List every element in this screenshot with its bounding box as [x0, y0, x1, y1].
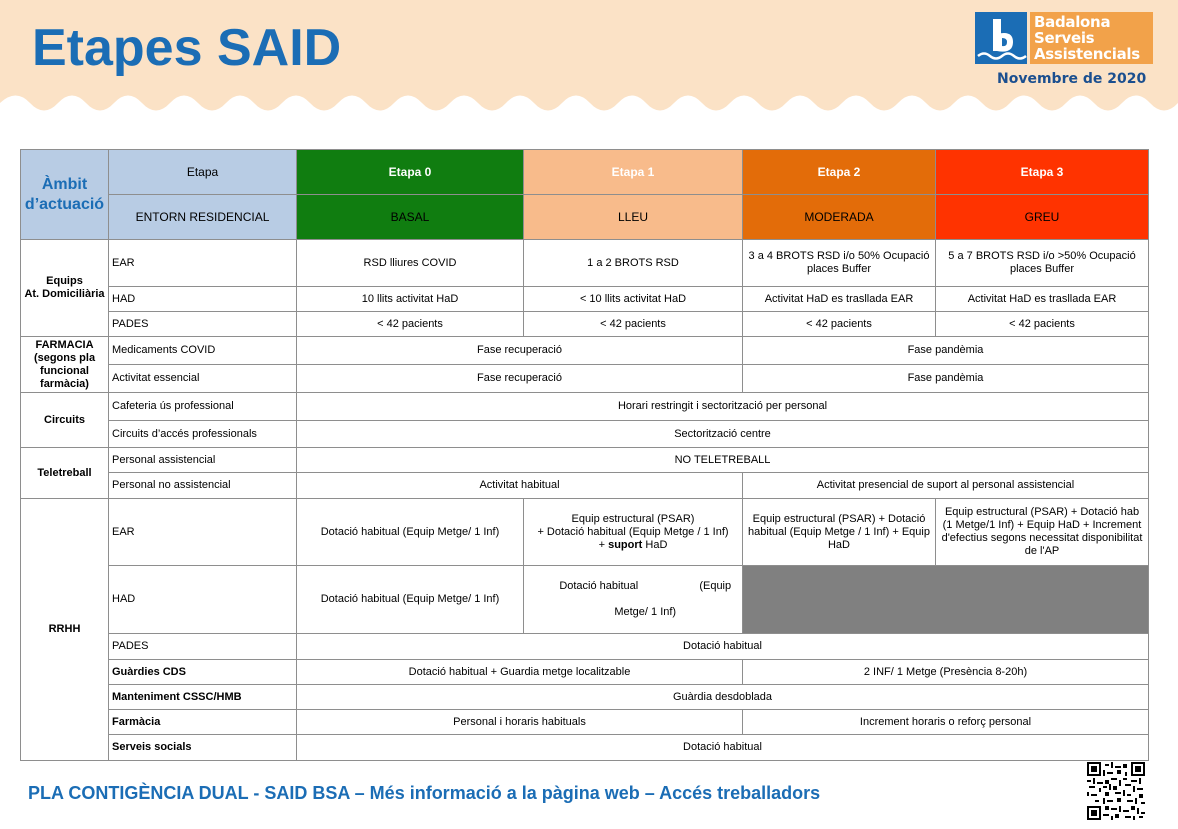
- rrhh-ear-e2: Equip estructural (PSAR) + Dotació habitual (Equip Metge / 1 Inf) + Equip HaD: [743, 499, 936, 566]
- logo-wordmark: [1030, 12, 1153, 64]
- table-row: [21, 685, 1149, 710]
- rrhh-farmacia-right: Increment horaris o reforç personal: [743, 710, 1149, 735]
- rrhh-had-e1-line-1: Dotació habitual (Equip: [559, 580, 732, 592]
- stage-1-level: LLEU: [524, 195, 743, 240]
- table-row: [21, 240, 1149, 287]
- equips-ear-e1: 1 a 2 BROTS RSD: [524, 240, 743, 287]
- rrhh-ear-e1-line-3-bold: suport: [608, 538, 643, 551]
- equips-pades-e2: < 42 pacients: [743, 312, 936, 337]
- rrhh-ear-e1-line-1: Equip estructural (PSAR): [571, 512, 695, 525]
- rrhh-ear-e1-line-3-prefix: +: [598, 538, 609, 551]
- farmacia-medicaments-right: Fase pandèmia: [743, 337, 1149, 365]
- stage-0-name: Etapa 0: [297, 150, 524, 195]
- circuits-cafeteria-label: Cafeteria ús professional: [109, 393, 297, 421]
- circuits-acces-value: Sectorització centre: [297, 421, 1149, 448]
- farmacia-activitat-label: Activitat essencial: [109, 365, 297, 393]
- bsa-logo: [975, 12, 1153, 64]
- teletreball-no-assistencial-left: Activitat habitual: [297, 473, 743, 499]
- table-row: [21, 566, 1149, 634]
- equips-had-e1: < 10 llits activitat HaD: [524, 287, 743, 312]
- rrhh-serveis-value: Dotació habitual: [297, 735, 1149, 761]
- footer-text: PLA CONTIGÈNCIA DUAL - SAID BSA – Més informació a la pàgina web – Accés treballadors: [28, 783, 821, 803]
- farmacia-medicaments-label: Medicaments COVID: [109, 337, 297, 365]
- group-teletreball: Teletreball: [21, 448, 109, 499]
- rrhh-manteniment-value: Guàrdia desdoblada: [297, 685, 1149, 710]
- stage-1-name: Etapa 1: [524, 150, 743, 195]
- equips-had-e3: Activitat HaD es trasllada EAR: [936, 287, 1149, 312]
- etapa-header: Etapa: [109, 150, 297, 195]
- stage-2-name: Etapa 2: [743, 150, 936, 195]
- qr-code-icon[interactable]: [1087, 762, 1145, 820]
- ambit-header: Àmbit d’actuació: [21, 150, 109, 240]
- rrhh-had-e1-line-2: Metge/ 1 Inf): [614, 606, 677, 618]
- rrhh-ear-e3: Equip estructural (PSAR) + Dotació hab (1 Metge/1 Inf) + Equip HaD + Increment d'efectius segons necessitat disponibilitat de l'AP: [936, 499, 1149, 566]
- table-row: [21, 365, 1149, 393]
- equips-ear-e0: RSD lliures COVID: [297, 240, 524, 287]
- equips-pades-e0: < 42 pacients: [297, 312, 524, 337]
- logo-line-2: Serveis: [1034, 29, 1095, 47]
- logo-line-1: Badalona: [1034, 13, 1111, 31]
- table-row: [21, 660, 1149, 685]
- rrhh-serveis-label: Serveis socials: [109, 735, 297, 761]
- table-row: [21, 473, 1149, 499]
- logo-b-icon: [975, 12, 1027, 64]
- table-row: [21, 634, 1149, 660]
- farmacia-medicaments-left: Fase recuperació: [297, 337, 743, 365]
- table-row: [21, 448, 1149, 473]
- rrhh-ear-e1: [524, 499, 743, 566]
- rrhh-had-label: HAD: [109, 566, 297, 634]
- rrhh-farmacia-label: Farmàcia: [109, 710, 297, 735]
- group-equips: [21, 240, 109, 337]
- page-title: Etapes SAID: [32, 19, 342, 77]
- logo-line-3: Assistencials: [1034, 45, 1140, 63]
- rrhh-ear-e0: Dotació habitual (Equip Metge/ 1 Inf): [297, 499, 524, 566]
- stage-3-name: Etapa 3: [936, 150, 1149, 195]
- stage-2-level: MODERADA: [743, 195, 936, 240]
- rrhh-had-e1: [524, 566, 743, 634]
- date-label: Novembre de 2020: [997, 71, 1147, 87]
- table-row: [21, 499, 1149, 566]
- rrhh-manteniment-label: Manteniment CSSC/HMB: [109, 685, 297, 710]
- stage-3-level: GREU: [936, 195, 1149, 240]
- group-farmacia: FARMACIA (segons pla funcional farmàcia): [21, 337, 109, 393]
- table-row: [21, 421, 1149, 448]
- equips-ear-e2: 3 a 4 BROTS RSD i/o 50% Ocupació places Buffer: [743, 240, 936, 287]
- teletreball-no-assistencial-right: Activitat presencial de suport al personal assistencial: [743, 473, 1149, 499]
- rrhh-guardies-right: 2 INF/ 1 Metge (Presència 8-20h): [743, 660, 1149, 685]
- farmacia-activitat-right: Fase pandèmia: [743, 365, 1149, 393]
- rrhh-ear-label: EAR: [109, 499, 297, 566]
- group-circuits: Circuits: [21, 393, 109, 448]
- table-row: [21, 393, 1149, 421]
- equips-pades-e3: < 42 pacients: [936, 312, 1149, 337]
- rrhh-farmacia-left: Personal i horaris habituals: [297, 710, 743, 735]
- rrhh-guardies-label: Guàrdies CDS: [109, 660, 297, 685]
- stage-0-level: BASAL: [297, 195, 524, 240]
- equips-ear-e3: 5 a 7 BROTS RSD i/o >50% Ocupació places Buffer: [936, 240, 1149, 287]
- equips-had-e2: Activitat HaD es trasllada EAR: [743, 287, 936, 312]
- equips-pades-e1: < 42 pacients: [524, 312, 743, 337]
- teletreball-no-assistencial-label: Personal no assistencial: [109, 473, 297, 499]
- table-row: [21, 312, 1149, 337]
- rrhh-pades-value: Dotació habitual: [297, 634, 1149, 660]
- table-row: [21, 710, 1149, 735]
- rrhh-had-e0: Dotació habitual (Equip Metge/ 1 Inf): [297, 566, 524, 634]
- said-stages-table: [20, 149, 1149, 761]
- group-rrhh: RRHH: [21, 499, 109, 761]
- equips-had-label: HAD: [109, 287, 297, 312]
- table-level-row: [21, 195, 1149, 240]
- teletreball-assistencial-label: Personal assistencial: [109, 448, 297, 473]
- table-row: [21, 337, 1149, 365]
- group-equips-line-2: At. Domiciliària: [24, 288, 105, 300]
- circuits-cafeteria-value: Horari restringit i sectorització per personal: [297, 393, 1149, 421]
- teletreball-assistencial-value: NO TELETREBALL: [297, 448, 1149, 473]
- equips-ear-label: EAR: [109, 240, 297, 287]
- table-header-row: [21, 150, 1149, 195]
- farmacia-activitat-left: Fase recuperació: [297, 365, 743, 393]
- entorn-header: ENTORN RESIDENCIAL: [109, 195, 297, 240]
- rrhh-ear-e1-line-3-suffix: HaD: [642, 538, 668, 551]
- group-equips-line-1: Equips: [46, 275, 83, 287]
- table-row: [21, 287, 1149, 312]
- table-row: [21, 735, 1149, 761]
- rrhh-guardies-left: Dotació habitual + Guardia metge localitzable: [297, 660, 743, 685]
- circuits-acces-label: Circuits d’accés professionals: [109, 421, 297, 448]
- equips-had-e0: 10 llits activitat HaD: [297, 287, 524, 312]
- equips-pades-label: PADES: [109, 312, 297, 337]
- rrhh-pades-label: PADES: [109, 634, 297, 660]
- rrhh-ear-e1-line-2: + Dotació habitual (Equip Metge / 1 Inf): [537, 525, 729, 538]
- rrhh-had-disabled-cell: [743, 566, 1149, 634]
